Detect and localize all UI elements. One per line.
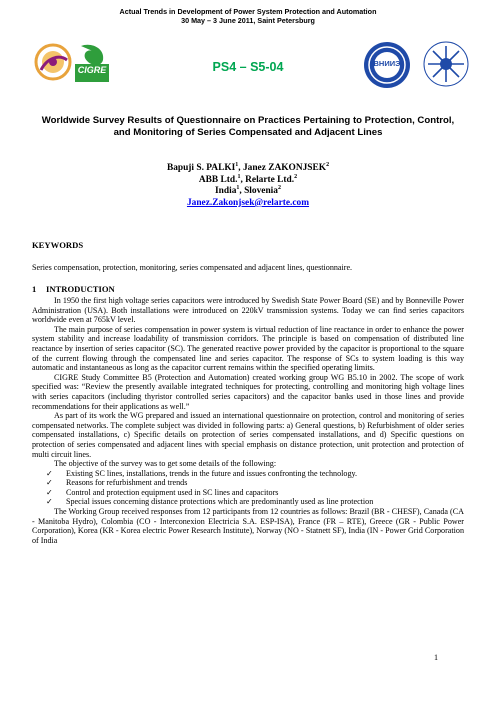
paragraph: The objective of the survey was to get some details of the following: xyxy=(54,459,277,469)
conference-header xyxy=(0,7,496,25)
author-countries: India$^1$, Slovenia$^2$ xyxy=(215,185,281,197)
list-item: ✓ Reasons for refurbishment and trends xyxy=(46,478,188,488)
objectives-list xyxy=(32,469,464,507)
session-code: PS4 – S5-04 xyxy=(212,60,284,74)
paragraph: In 1950 the first high voltage series capacitors were introduced by Swedish State Power Board (SE) and by Bonneville Power Administration (USA). Both installations were introduced on 220kV transmission systems. Today we can find series capacitors worldwide even at 765kV level. xyxy=(32,296,464,325)
paragraph: The Working Group received responses from 12 participants from 12 countries as follows: Brazil (BR - CHESF), Canada (CA - Manitoba Hydro), Colombia (CO - Interconexion Electricia S.A. ESP-ISA), France (FR – RTE), Greece (GR - Public Power Corporation), Korea (KR - Korea electric Power Research Institute), Norway (NO - Statnett SF), India (IN - Power Grid Corporation of India xyxy=(32,507,464,545)
checkmark-icon: ✓ xyxy=(46,478,53,488)
paragraph: As part of its work the WG prepared and issued an international questionnaire on protection, control and monitoring of series compensated networks. The complete subject was divided in following parts: a) General questions, b) Refurbishment of older series compensated installations, c) Specific details on protection of series compensated installations, and d) Specific questions on protection of series compensated and adjacent lines with special emphasis on distance protection, unit protection and protection of multi circuit lines. xyxy=(32,411,464,459)
section-heading xyxy=(32,284,115,294)
institute-logo-text: ВНИИЭ xyxy=(373,59,401,68)
list-item: ✓ Special issues concerning distance protections which are predominantly used as line protection xyxy=(46,497,374,507)
list-item: ✓ Existing SC lines, installations, trends in the future and issues confronting the technology. xyxy=(46,468,358,478)
author-companies: ABB Ltd.$^1$, Relarte Ltd.$^2$ xyxy=(198,173,298,185)
cigre-logo-text: CIGRE xyxy=(77,65,107,75)
author-block xyxy=(0,163,496,209)
paragraph: The main purpose of series compensation in power system is virtual reduction of line reactance in order to enhance the power system stability and increase loadability of transmission corridors. The principle is based on compensation of distributed line reactance by insertion of series capacitor (SC). The generated reactive power provided by the capacitor is proportional to the square of the current flowing through the compensated line and series capacitor. The response of SCs to system loading is this way automatic and instantaneous as long as the capacitor current remains within the specified operating limits. xyxy=(32,324,464,373)
keywords-heading: KEYWORDS xyxy=(32,240,84,250)
checkmark-icon: ✓ xyxy=(46,468,53,478)
keywords-text: Series compensation, protection, monitoring, series compensated and adjacent lines, questionnaire. xyxy=(32,263,353,272)
section-title: INTRODUCTION xyxy=(46,284,115,294)
checkmark-icon: ✓ xyxy=(46,487,53,497)
energy-logo-icon xyxy=(422,40,470,88)
paragraph: CIGRE Study Committee B5 (Protection and Automation) created working group WG B5.10 in 2002. The scope of work specified was: “Review the presently available integrated techniques for protecting, controlling and monitoring high voltage lines with series capacitors (including thyristor controlled series capacitors) and the capacitor banks used in those lines and provide recommendations for their applications as well.” xyxy=(32,372,464,411)
page-number: 1 xyxy=(434,653,439,662)
checkmark-icon: ✓ xyxy=(46,497,53,507)
conference-title: Actual Trends in Development of Power System Protection and Automation xyxy=(119,7,377,16)
author-names: Bapuji S. PALKI$^1$, Janez ZAKONJSEK$^2$ xyxy=(166,161,330,173)
email-link[interactable]: Janez.Zakonjsek@relarte.com xyxy=(186,197,310,208)
list-item: ✓ Control and protection equipment used in SC lines and capacitors xyxy=(46,487,279,497)
right-logos xyxy=(362,40,472,90)
paper-title: Worldwide Survey Results of Questionnaire on Practices Pertaining to Protection, Control, and Monitoring of Series Compensated and Adjacent Lines xyxy=(41,115,455,138)
conference-dates: 30 May – 3 June 2011, Saint Petersburg xyxy=(181,16,315,25)
section-body xyxy=(32,296,464,545)
section-number: 1 xyxy=(32,284,37,294)
